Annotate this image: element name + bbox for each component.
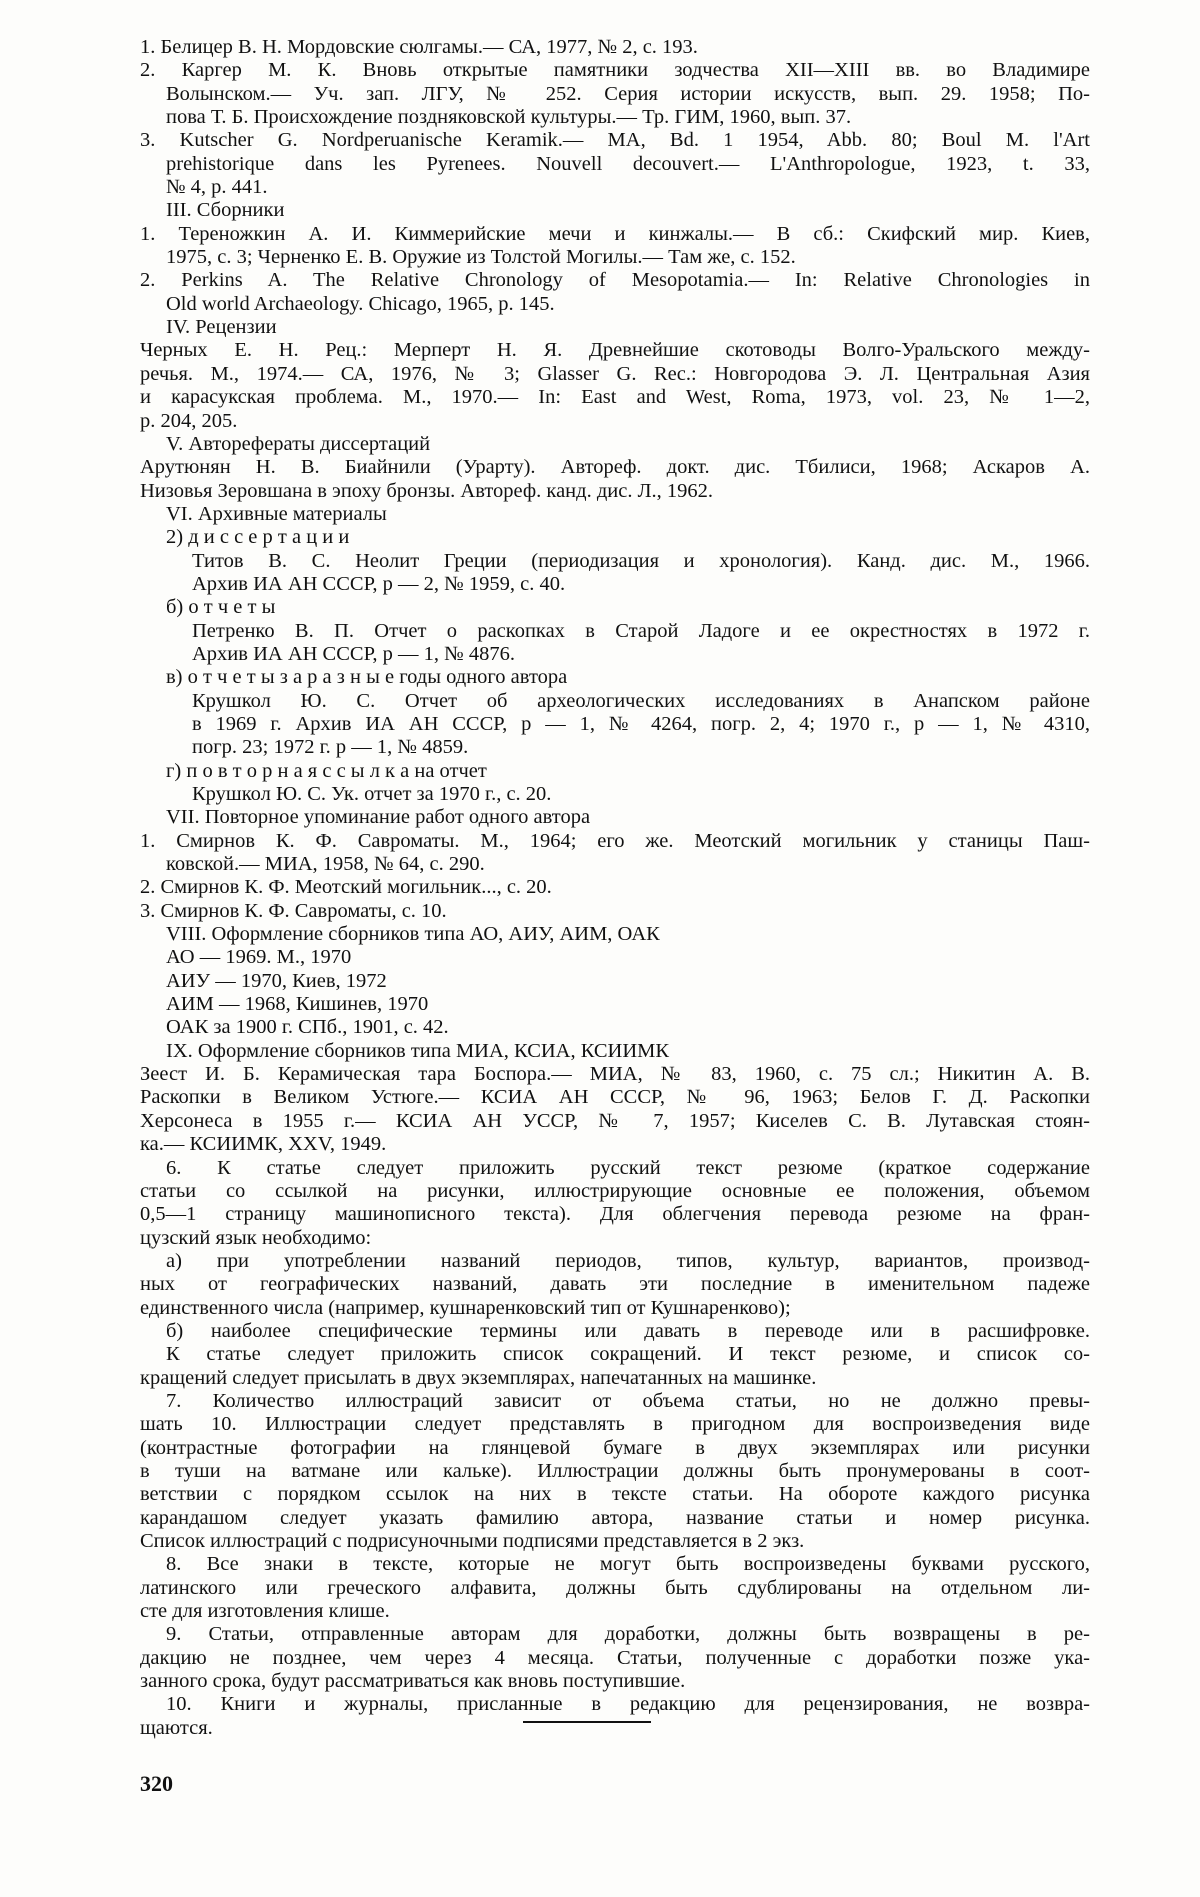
text-line: Список иллюстраций с подрисуночными подписями представляется в 2 экз. [140, 1530, 805, 1552]
text-line: пова Т. Б. Происхождение поздняковской культуры.— Тр. ГИМ, 1960, вып. 37. [166, 106, 852, 129]
text-line: кращений следует присылать в двух экземплярах, напечатанных на машинке. [140, 1366, 817, 1389]
text-line: 1. Тереножкин А. И. Киммерийские мечи и кинжалы.— В сб.: Скифский мир. Киев, [140, 222, 1090, 245]
text-line: 7. Количество иллюстраций зависит от объема статьи, но не должно превы- [166, 1389, 1090, 1412]
strikethrough-mark [523, 1721, 651, 1723]
text-line: 2. Каргер М. К. Вновь открытые памятники зодчества XII—XIII вв. во Владимире [140, 59, 1090, 82]
text-line: 1. Белицер В. Н. Мордовские сюлгамы.— СА, 1977, № 2, с. 193. [140, 36, 698, 58]
text-line: К статье следует приложить список сокращений. И текст резюме, и список со- [166, 1343, 1090, 1366]
text-line: IX. Оформление сборников типа МИА, КСИА, КСИИМК [166, 1039, 670, 1062]
text-line: 2. Смирнов К. Ф. Меотский могильник..., с. 20. [140, 876, 552, 899]
text-line: карандашом следует указать фамилию автора, название статьи и номер рисунка. [140, 1506, 1090, 1529]
text-line: Архив ИА АН СССР, р — 2, № 1959, с. 40. [192, 572, 566, 595]
text-line: 10. Книги и журналы, присланные в редакцию для рецензирования, не возвра- [166, 1693, 1090, 1716]
text-line: VI. Архивные материалы [166, 502, 387, 525]
text-line: ных от географических названий, давать эти последние в именительном падеже [140, 1273, 1090, 1296]
text-line: 9. Статьи, отправленные авторам для доработки, должны быть возвращены в ре- [166, 1623, 1090, 1646]
text-line: АИМ — 1968, Кишинев, 1970 [166, 993, 429, 1016]
text-line: ОАК за 1900 г. СПб., 1901, с. 42. [166, 1016, 449, 1039]
text-line: V. Авторефераты диссертаций [166, 432, 431, 455]
text-line: p. 204, 205. [140, 409, 238, 432]
text-line: ковской.— МИА, 1958, № 64, с. 290. [166, 853, 485, 876]
text-line: Крушкол Ю. С. Ук. отчет за 1970 г., с. 20. [192, 783, 552, 805]
text-line: 3. Смирнов К. Ф. Савроматы, с. 10. [140, 899, 447, 922]
text-line: б) о т ч е т ы [166, 596, 276, 619]
text-line: б) наиболее специфические термины или давать в переводе или в расшифровке. [166, 1319, 1090, 1342]
text-line: в туши на ватмане или кальке). Иллюстрации должны быть пронумерованы в соот- [140, 1459, 1090, 1482]
text-line: 1975, с. 3; Черненко Е. В. Оружие из Толстой Могилы.— Там же, с. 152. [166, 246, 796, 269]
text-line: в 1969 г. Архив ИА АН СССР, р — 1, № 4264, погр. 2, 4; 1970 г., р — 1, № 4310, [192, 712, 1090, 735]
text-line: речья. М., 1974.— СА, 1976, № 3; Glasser G. Rec.: Новгородова Э. Л. Центральная Азия [140, 362, 1090, 385]
text-line: ветствии с порядком ссылок на них в тексте статьи. На обороте каждого рисунка [140, 1483, 1090, 1506]
text-line: и карасукская проблема. М., 1970.— In: East and West, Roma, 1973, vol. 23, № 1—2, [140, 386, 1090, 409]
text-line: Архив ИА АН СССР, р — 1, № 4876. [192, 642, 515, 665]
text-line: Херсонеса в 1955 г.— КСИА АН УССР, № 7, 1957; Киселев С. В. Лутавская стоян- [140, 1109, 1090, 1132]
text-line: 8. Все знаки в тексте, которые не могут быть воспроизведены буквами русского, [166, 1553, 1090, 1576]
text-line: 3. Kutscher G. Nordperuanische Keramik.— MA, Bd. 1 1954, Abb. 80; Boul M. l'Art [140, 129, 1090, 152]
text-line: в) о т ч е т ы з а р а з н ы е годы одного автора [166, 666, 568, 689]
text-line: дакцию не позднее, чем через 4 месяца. Статьи, полученные с доработки позже ука- [140, 1646, 1090, 1669]
text-line: IV. Рецензии [166, 316, 277, 339]
text-line: единственного числа (например, кушнаренковский тип от Кушнаренково); [140, 1296, 791, 1319]
text-line: цузский язык необходимо: [140, 1226, 372, 1249]
text-line: № 4, p. 441. [166, 176, 268, 199]
text-line: 2) д и с с е р т а ц и и [166, 526, 350, 549]
text-line: сте для изготовления клише. [140, 1600, 390, 1623]
text-line: латинского или греческого алфавита, должны быть сдублированы на отдельном ли- [140, 1576, 1090, 1599]
page-text-body [140, 36, 1090, 1740]
text-line: Зеест И. Б. Керамическая тара Боспора.— МИА, № 83, 1960, с. 75 сл.; Никитин А. В. [140, 1063, 1090, 1086]
text-line: г) п о в т о р н а я с с ы л к а на отчет [166, 759, 487, 782]
text-line: шать 10. Иллюстрации следует представлять в пригодном для воспроизведения виде [140, 1413, 1090, 1436]
text-line: занного срока, будут рассматриваться как вновь поступившие. [140, 1670, 686, 1693]
text-line: 6. К статье следует приложить русский текст резюме (краткое содержание [166, 1156, 1090, 1179]
page-number: 320 [140, 1771, 173, 1796]
text-line: VII. Повторное упоминание работ одного автора [166, 806, 591, 829]
text-line: (контрастные фотографии на глянцевой бумаге в двух экземплярах или рисунки [140, 1436, 1090, 1459]
text-line: Петренко В. П. Отчет о раскопках в Старой Ладоге и ее окрестностях в 1972 г. [192, 619, 1090, 642]
text-line: щаются. [140, 1716, 213, 1739]
text-line: а) при употреблении названий периодов, типов, культур, вариантов, производ- [166, 1249, 1090, 1272]
text-line: Низовья Зеровшана в эпоху бронзы. Автореф. канд. дис. Л., 1962. [140, 479, 713, 502]
text-line: 0,5—1 страницу машинописного текста). Для облегчения перевода резюме на фран- [140, 1203, 1090, 1226]
text-line: 2. Perkins A. The Relative Chronology of Mesopotamia.— In: Relative Chronologies in [140, 269, 1090, 292]
text-line: статьи со ссылкой на рисунки, иллюстрирующие основные ее положения, объемом [140, 1179, 1090, 1202]
text-line: ка.— КСИИМК, XXV, 1949. [140, 1133, 387, 1156]
text-line: Титов В. С. Неолит Греции (периодизация и хронология). Канд. дис. М., 1966. [192, 549, 1090, 572]
text-line: погр. 23; 1972 г. р — 1, № 4859. [192, 736, 469, 759]
text-line: Черных Е. Н. Рец.: Мерперт Н. Я. Древнейшие скотоводы Волго-Уральского между- [140, 339, 1090, 362]
text-line: Волынском.— Уч. зап. ЛГУ, № 252. Серия истории искусств, вып. 29. 1958; По- [166, 82, 1090, 105]
text-line: Арутюнян Н. В. Биайнили (Урарту). Автореф. докт. дис. Тбилиси, 1968; Аскаров А. [140, 456, 1090, 479]
text-line: Old world Archaeology. Chicago, 1965, p. 145. [166, 292, 555, 315]
text-line: III. Сборники [166, 199, 285, 222]
text-line: VIII. Оформление сборников типа АО, АИУ, АИМ, ОАК [166, 923, 660, 946]
text-line: Крушкол Ю. С. Отчет об археологических исследованиях в Анапском районе [192, 689, 1090, 712]
text-line: Раскопки в Великом Устюге.— КСИА АН СССР, № 96, 1963; Белов Г. Д. Раскопки [140, 1086, 1090, 1109]
text-line: prehistorique dans les Pyrenees. Nouvell decouvert.— L'Anthropologue, 1923, t. 33, [166, 152, 1090, 175]
text-line: АО — 1969. М., 1970 [166, 946, 352, 969]
text-line: 1. Смирнов К. Ф. Савроматы. М., 1964; его же. Меотский могильник у станицы Паш- [140, 829, 1090, 852]
text-line: АИУ — 1970, Киев, 1972 [166, 969, 387, 992]
